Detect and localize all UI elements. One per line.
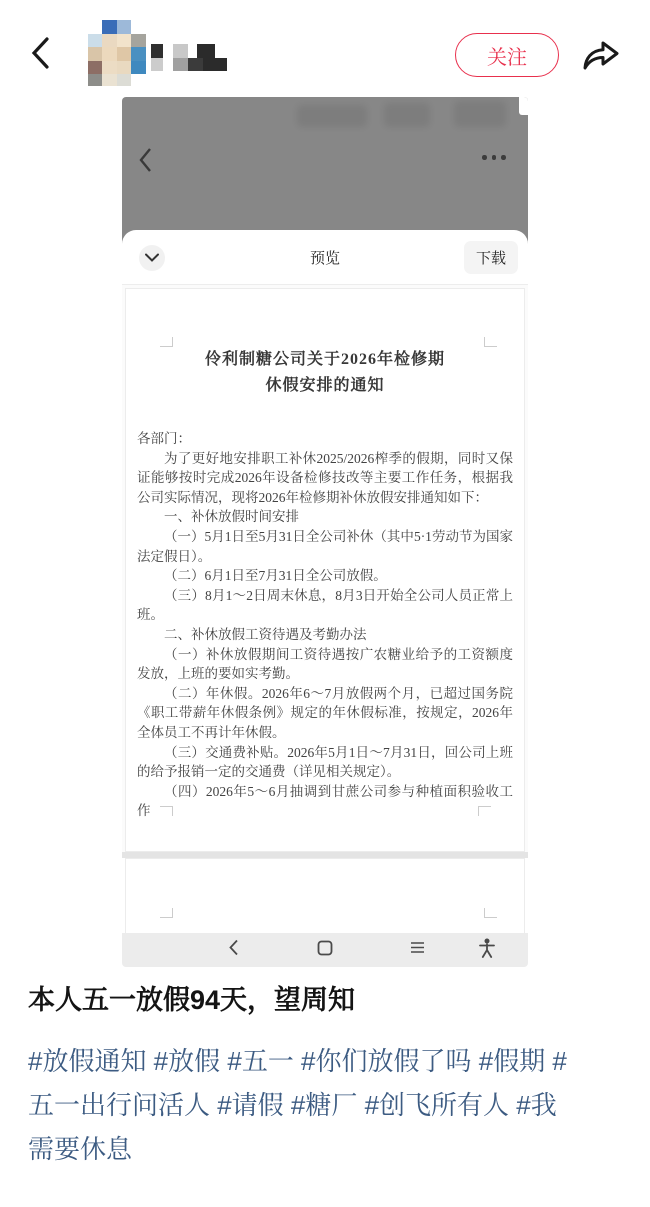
text-boundary-mark xyxy=(160,908,173,918)
user-name[interactable] xyxy=(150,38,230,72)
text-boundary-mark xyxy=(484,908,497,918)
avatar-pixel xyxy=(117,61,131,74)
document-title-line1: 伶利制糖公司关于2026年检修期 xyxy=(204,351,445,368)
topbar xyxy=(0,0,650,97)
preview-sheet xyxy=(122,230,528,967)
document-viewport xyxy=(122,285,528,852)
preview-toolbar xyxy=(122,230,528,284)
chevron-left-icon xyxy=(28,57,52,74)
chevron-down-icon xyxy=(145,249,159,267)
document-title xyxy=(126,289,524,399)
share-arrow-icon xyxy=(578,64,622,81)
document-title-line2: 休假安排的通知 xyxy=(265,377,385,394)
document-paragraph: （一）5月1日至5月31日全公司补休（其中5·1劳动节为国家法定假日）。 xyxy=(137,528,513,564)
name-pixel xyxy=(203,58,227,71)
text-boundary-mark xyxy=(484,337,497,347)
avatar-pixel xyxy=(117,74,131,86)
document-body xyxy=(126,429,524,821)
avatar-pixel xyxy=(102,74,117,86)
post-title: 本人五一放假94天，望周知 xyxy=(28,985,356,1015)
document-paragraph: （三）交通费补贴。2026年5月1日～7月31日，回公司上班的给予报销一定的交通费（详见相关规定）。 xyxy=(137,744,513,780)
avatar-pixel xyxy=(102,61,117,74)
avatar-pixel xyxy=(102,34,117,47)
avatar-pixel xyxy=(88,74,102,86)
avatar-pixel xyxy=(117,34,131,47)
nav-home-icon xyxy=(317,940,333,961)
user-avatar[interactable] xyxy=(88,20,146,86)
name-pixel xyxy=(188,58,203,71)
blurred-status-text xyxy=(297,105,367,127)
document-paragraph: （一）补休放假期间工资待遇按广农糖业给予的工资额度发放，上班的要如实考勤。 xyxy=(137,646,513,682)
avatar-pixel xyxy=(88,34,102,47)
document-page-2 xyxy=(125,858,525,933)
document-paragraph: 一、补休放假时间安排 xyxy=(164,509,299,525)
document-paragraphs xyxy=(137,449,513,821)
nav-recents-icon xyxy=(410,941,425,959)
nav-accessibility-button[interactable] xyxy=(472,933,502,967)
document-paragraph: （四）2026年5～6月抽调到甘蔗公司参与种植面积验收工作 xyxy=(137,783,513,819)
nav-back-icon xyxy=(228,939,239,961)
document-page xyxy=(125,288,525,852)
blurred-status-text xyxy=(384,103,430,127)
document-paragraph: （二）6月1日至7月31日全公司放假。 xyxy=(164,568,387,584)
avatar-pixel xyxy=(131,47,146,61)
preview-title: 预览 xyxy=(309,249,340,267)
statusbar-notch xyxy=(519,97,528,115)
avatar-pixel xyxy=(117,20,131,34)
document-paragraph: （三）8月1～2日周末休息，8月3日开始全公司人员正常上班。 xyxy=(137,587,513,623)
nav-home-button[interactable] xyxy=(310,933,340,967)
blurred-status-text xyxy=(454,101,506,127)
document-paragraph: 二、补休放假工资待遇及考勤办法 xyxy=(164,626,367,642)
name-pixel xyxy=(151,58,163,71)
text-boundary-mark xyxy=(478,806,491,816)
name-pixel xyxy=(151,44,163,58)
avatar-pixel xyxy=(102,20,117,34)
name-pixel xyxy=(173,44,188,58)
document-paragraph: 为了更好地安排职工补休2025/2026榨季的假期，同时又保证能够按时完成2026年设备检修技改等主要工作任务，根据我公司实际情况，现将2026年检修期补休放假安排通知如下： xyxy=(137,450,513,505)
avatar-pixel xyxy=(88,61,102,74)
name-pixel xyxy=(197,44,215,58)
post-hashtags[interactable]: #放假通知 #放假 #五一 #你们放假了吗 #假期 #五一出行问活人 #请假 #糖厂 #创飞所有人 #我需要休息 xyxy=(28,1046,567,1164)
avatar-pixel xyxy=(117,47,131,61)
avatar-pixel xyxy=(102,47,117,61)
text-boundary-mark xyxy=(160,337,173,347)
more-options-icon[interactable] xyxy=(482,155,512,161)
share-button[interactable] xyxy=(578,33,622,77)
post-body xyxy=(0,967,650,1207)
avatar-pixel xyxy=(131,34,146,47)
name-pixel xyxy=(173,58,188,71)
nav-recents-button[interactable] xyxy=(402,933,432,967)
collapse-button[interactable] xyxy=(139,245,165,271)
back-button[interactable] xyxy=(28,36,56,72)
download-button[interactable]: 下载 xyxy=(464,241,518,274)
document-salutation: 各部门： xyxy=(137,431,191,446)
statusbar-back-icon[interactable] xyxy=(137,147,153,173)
nav-back-button[interactable] xyxy=(218,933,248,967)
document-paragraph: （二）年休假。2026年6～7月放假两个月，已超过国务院《职工带薪年休假条例》规定的年休假标准，按规定，2026年全体员工不再计年休假。 xyxy=(137,685,513,740)
post-image[interactable] xyxy=(122,97,528,967)
avatar-pixel xyxy=(88,47,102,61)
avatar-pixel xyxy=(131,61,146,74)
accessibility-person-icon xyxy=(478,938,496,963)
phone-navbar xyxy=(122,933,528,967)
text-boundary-mark xyxy=(160,806,173,816)
phone-statusbar xyxy=(122,97,528,247)
follow-button[interactable]: 关注 xyxy=(455,33,559,77)
